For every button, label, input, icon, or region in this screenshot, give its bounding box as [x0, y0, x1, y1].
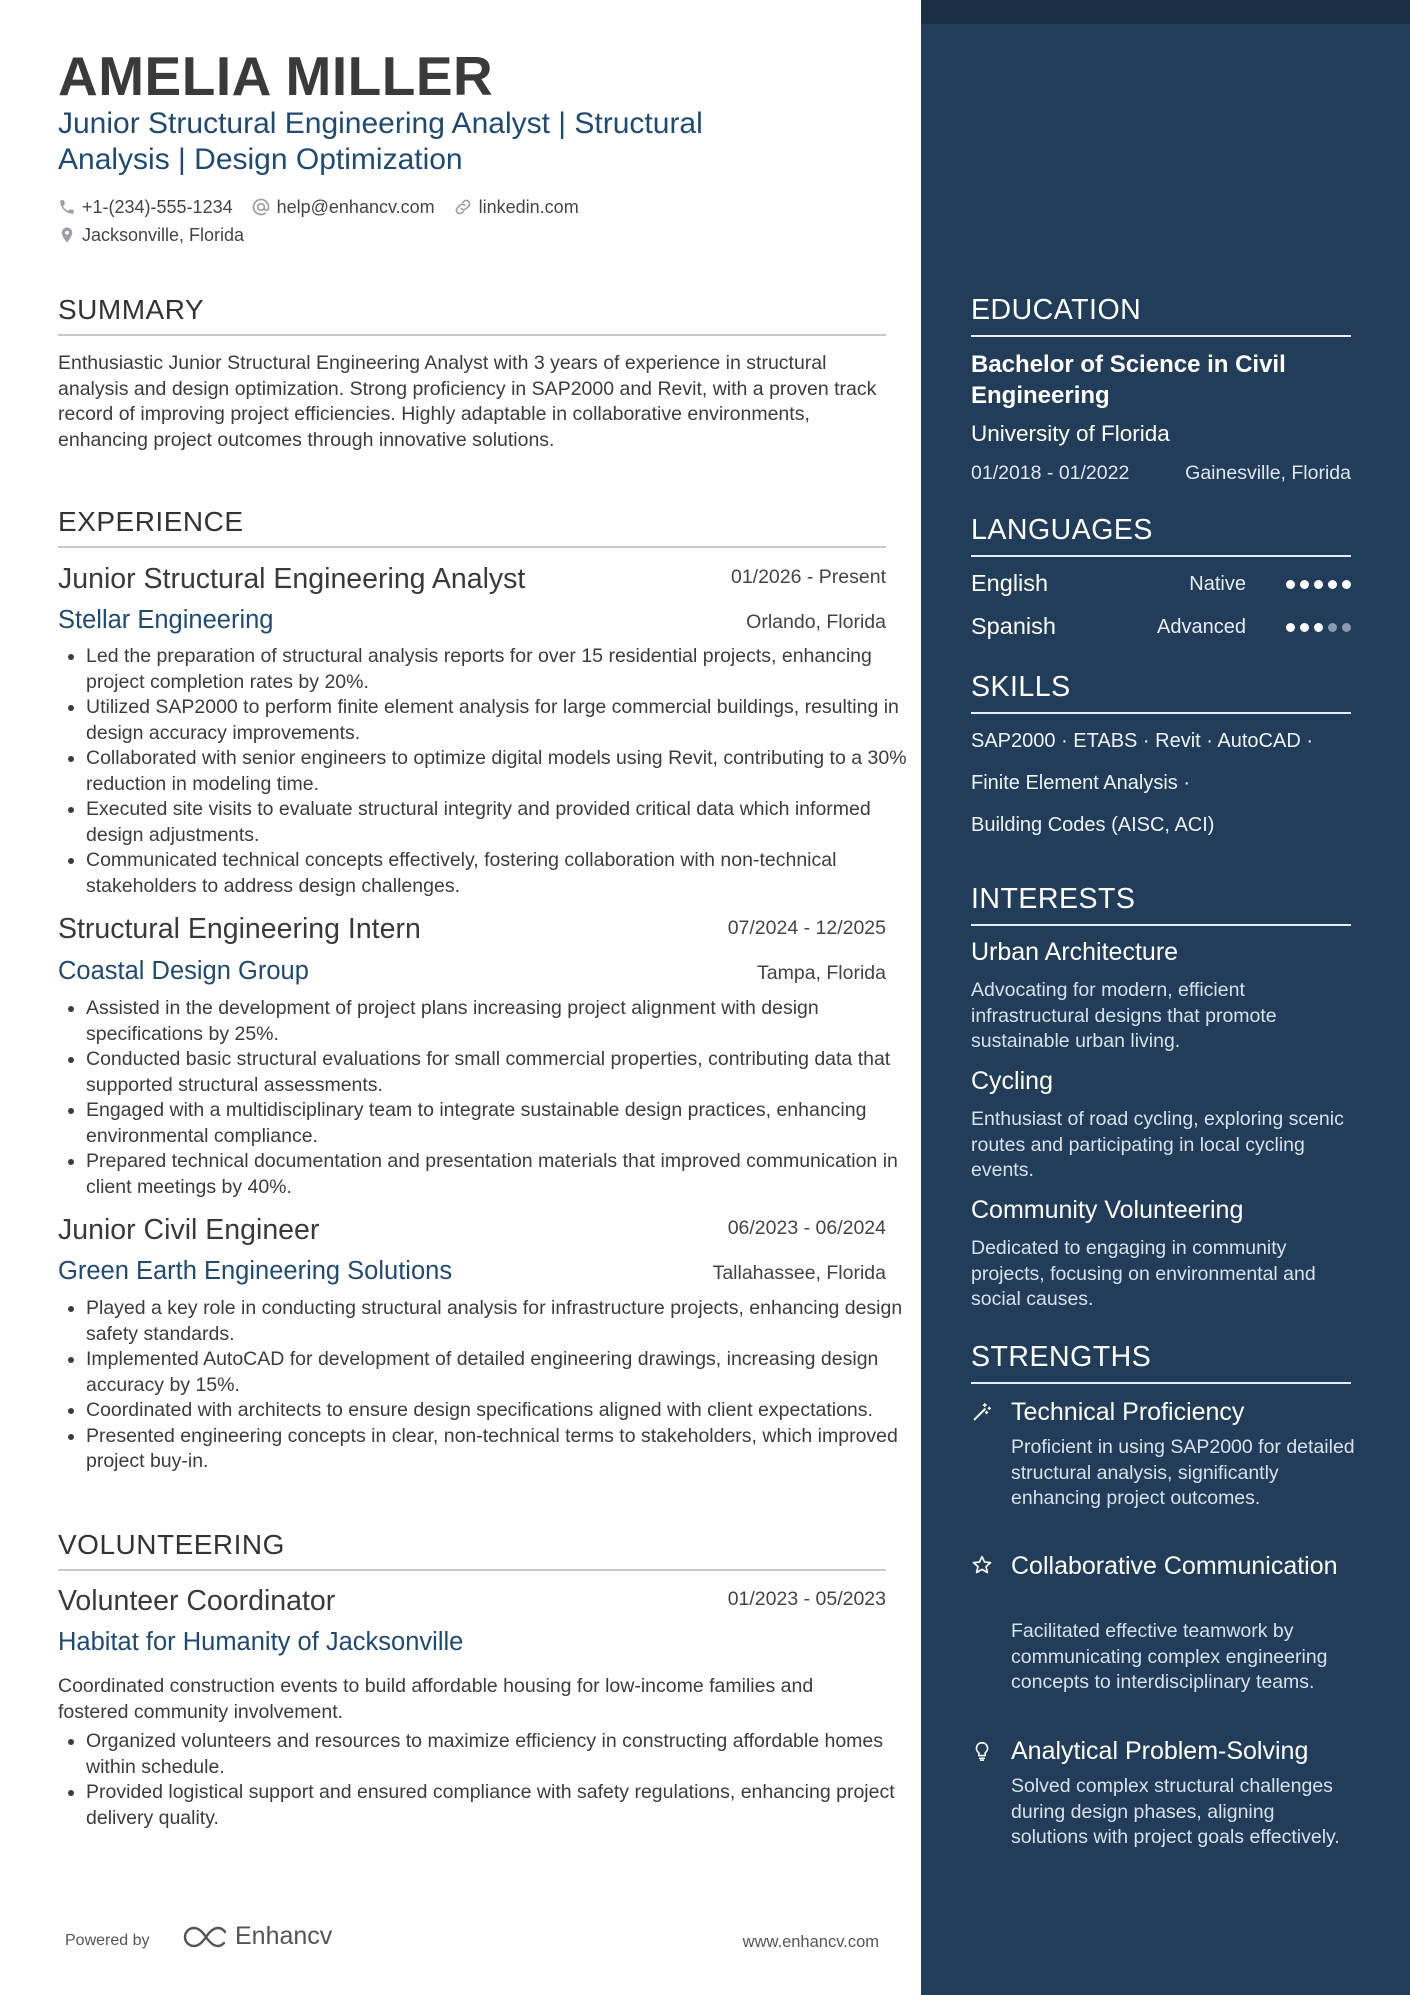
- school-name: University of Florida: [971, 421, 1170, 446]
- star-icon: [971, 1554, 993, 1576]
- company-name: Coastal Design Group: [58, 957, 309, 985]
- list-item: • Assisted in the development of project plans increasing project alignment with design specifications by 25%.: [86, 996, 916, 1047]
- skills-heading: SKILLS: [971, 671, 1351, 714]
- contact-info: [58, 193, 858, 249]
- job-title: Junior Civil Engineer: [58, 1214, 320, 1246]
- job-dates: 07/2024 - 12/2025: [727, 917, 886, 939]
- job-bullets: [58, 996, 916, 1200]
- interest-description: Advocating for modern, efficient infrastructural designs that promote sustainable urban living.: [971, 979, 1277, 1052]
- strengths-heading: STRENGTHS: [971, 1341, 1351, 1384]
- candidate-name: AMELIA MILLER: [58, 45, 494, 107]
- interest-title: Cycling: [971, 1067, 1053, 1095]
- list-item: • Communicated technical concepts effectively, fostering collaboration with non-technical stakeholders to address design challenges.: [86, 848, 916, 899]
- strength-title: Analytical Problem-Solving: [1011, 1737, 1309, 1765]
- summary-text: Enthusiastic Junior Structural Engineering Analyst with 3 years of experience in structural analysis and design optimization. Strong proficiency in SAP2000 and Revit, with a proven track record of improving project efficiencies. Highly adaptable in collaborative environments, enhancing project outcomes through innovative solutions.: [58, 352, 877, 451]
- strength-description: Facilitated effective teamwork by communicating complex engineering concepts to interdisciplinary teams.: [1011, 1620, 1328, 1693]
- job-dates: 06/2023 - 06/2024: [727, 1217, 886, 1239]
- strength-title: Technical Proficiency: [1011, 1398, 1245, 1426]
- language-row: [971, 570, 1351, 602]
- language-rating: [1281, 580, 1351, 589]
- languages-heading: LANGUAGES: [971, 514, 1351, 557]
- location-pin-icon: [58, 225, 76, 245]
- list-item: • Conducted basic structural evaluations for small commercial properties, contributing data that supported structural assessments.: [86, 1047, 916, 1098]
- headline: Junior Structural Engineering Analyst | Structural Analysis | Design Optimization: [58, 107, 703, 176]
- list-item: • Presented engineering concepts in clear, non-technical terms to stakeholders, which improved project buy-in.: [86, 1424, 916, 1475]
- job-bullets: [58, 1296, 916, 1475]
- list-item: • Executed site visits to evaluate structural integrity and provided critical data which informed design adjustments.: [86, 797, 916, 848]
- powered-by-label: Powered by: [65, 1932, 150, 1949]
- rating-dot: [1314, 623, 1323, 632]
- email-text: help@enhancv.com: [276, 196, 435, 217]
- at-icon: [251, 197, 271, 217]
- degree: Bachelor of Science in Civil Engineering: [971, 351, 1286, 409]
- language-level: Advanced: [1157, 616, 1246, 638]
- strength-title: Collaborative Communication: [1011, 1552, 1338, 1580]
- job-title: Junior Structural Engineering Analyst: [58, 563, 526, 595]
- rating-dot: [1342, 580, 1351, 589]
- volunteer-bullets: [58, 1729, 916, 1831]
- rating-dot: [1314, 580, 1323, 589]
- rating-dot: [1328, 580, 1337, 589]
- list-item: • Utilized SAP2000 to perform finite element analysis for large commercial buildings, resulting in design accuracy improvements.: [86, 695, 916, 746]
- rating-dot: [1300, 623, 1309, 632]
- job-location: Tallahassee, Florida: [712, 1262, 886, 1284]
- interest-description: Dedicated to engaging in community projects, focusing on environmental and social causes.: [971, 1237, 1316, 1310]
- brand-name: Enhancv: [235, 1922, 333, 1950]
- interest-description: Enthusiast of road cycling, exploring scenic routes and participating in local cycling events.: [971, 1108, 1344, 1181]
- lightbulb-icon: [971, 1740, 993, 1762]
- rating-dot: [1286, 580, 1295, 589]
- list-item: • Provided logistical support and ensured compliance with safety regulations, enhancing project delivery quality.: [86, 1780, 916, 1831]
- interest-title: Urban Architecture: [971, 938, 1179, 966]
- language-rating: [1281, 623, 1351, 632]
- phone-contact[interactable]: [58, 197, 233, 218]
- strength-description: Proficient in using SAP2000 for detailed structural analysis, significantly enhancing project outcomes.: [1011, 1436, 1355, 1509]
- experience-heading: EXPERIENCE: [58, 506, 886, 548]
- volunteer-organization: Habitat for Humanity of Jacksonville: [58, 1628, 464, 1656]
- enhancv-logo[interactable]: [183, 1922, 332, 1951]
- list-item: • Coordinated with architects to ensure design specifications aligned with client expectations.: [86, 1398, 916, 1424]
- volunteer-dates: 01/2023 - 05/2023: [727, 1588, 886, 1610]
- volunteering-heading: VOLUNTEERING: [58, 1529, 886, 1571]
- list-item: • Organized volunteers and resources to maximize efficiency in constructing affordable homes within schedule.: [86, 1729, 916, 1780]
- job-location: Tampa, Florida: [757, 962, 886, 984]
- job-location: Orlando, Florida: [746, 611, 886, 633]
- enhancv-logo-icon: [183, 1924, 229, 1950]
- company-name: Stellar Engineering: [58, 606, 274, 634]
- language-name: Spanish: [971, 613, 1056, 639]
- location-text: Jacksonville, Florida: [82, 224, 245, 245]
- rating-dot: [1328, 623, 1337, 632]
- email-contact[interactable]: [251, 197, 435, 218]
- phone-text: +1-(234)-555-1234: [82, 196, 233, 217]
- education-location: Gainesville, Florida: [1185, 462, 1351, 484]
- skills-line: SAP2000 · ETABS · Revit · AutoCAD ·: [971, 730, 1313, 752]
- volunteer-description: Coordinated construction events to build affordable housing for low-income families and fostered community involvement.: [58, 1675, 814, 1723]
- linkedin-text: linkedin.com: [478, 196, 579, 217]
- list-item: • Collaborated with senior engineers to optimize digital models using Revit, contributing to a 30% reduction in modeling time.: [86, 746, 916, 797]
- list-item: • Engaged with a multidisciplinary team to integrate sustainable design practices, enhancing environmental compliance.: [86, 1098, 916, 1149]
- education-dates: 01/2018 - 01/2022: [971, 462, 1130, 484]
- rating-dot: [1342, 623, 1351, 632]
- interests-heading: INTERESTS: [971, 883, 1351, 926]
- summary-heading: SUMMARY: [58, 294, 886, 336]
- language-row: [971, 613, 1351, 645]
- language-name: English: [971, 570, 1049, 596]
- linkedin-contact[interactable]: [453, 197, 579, 218]
- strength-description: Solved complex structural challenges during design phases, aligning solutions with project goals effectively.: [1011, 1775, 1340, 1848]
- skills-line: Building Codes (AISC, ACI): [971, 814, 1215, 836]
- volunteer-role: Volunteer Coordinator: [58, 1585, 336, 1617]
- company-name: Green Earth Engineering Solutions: [58, 1257, 453, 1285]
- website-link[interactable]: www.enhancv.com: [742, 1933, 879, 1951]
- education-heading: EDUCATION: [971, 294, 1351, 337]
- sidebar-top-bar: [921, 0, 1410, 24]
- rating-dot: [1300, 580, 1309, 589]
- language-level: Native: [1189, 573, 1246, 595]
- job-title: Structural Engineering Intern: [58, 913, 421, 945]
- skills-line: Finite Element Analysis ·: [971, 772, 1190, 794]
- job-dates: 01/2026 - Present: [730, 566, 886, 588]
- list-item: • Played a key role in conducting structural analysis for infrastructure projects, enhancing design safety standards.: [86, 1296, 916, 1347]
- phone-icon: [58, 198, 76, 216]
- list-item: • Implemented AutoCAD for development of detailed engineering drawings, increasing design accuracy by 15%.: [86, 1347, 916, 1398]
- job-bullets: [58, 644, 916, 899]
- interest-title: Community Volunteering: [971, 1196, 1244, 1224]
- link-icon: [453, 197, 473, 217]
- location-contact: [58, 225, 244, 246]
- list-item: • Prepared technical documentation and presentation materials that improved communication in client meetings by 40%.: [86, 1149, 916, 1200]
- rating-dot: [1286, 623, 1295, 632]
- magic-wand-icon: [971, 1401, 993, 1423]
- list-item: • Led the preparation of structural analysis reports for over 15 residential projects, enhancing project completion rates by 20%.: [86, 644, 916, 695]
